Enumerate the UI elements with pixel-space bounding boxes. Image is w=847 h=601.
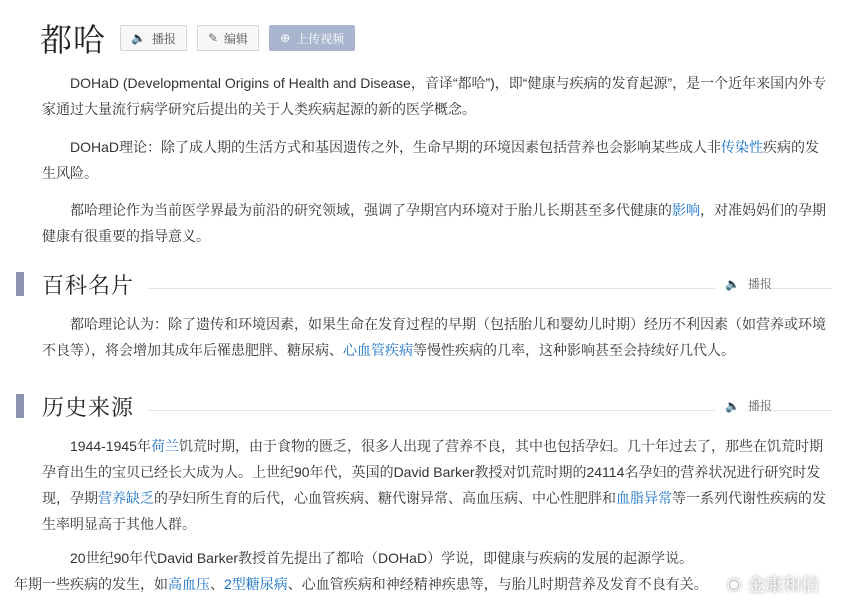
section-card-play-button[interactable] (715, 275, 772, 292)
upload-video-button-label: 上传视频 (296, 31, 345, 46)
watermark (727, 571, 819, 597)
link-infectious[interactable]: 传染性 (721, 139, 764, 155)
watermark-text: 金康和信 (747, 575, 819, 595)
play-button[interactable] (120, 25, 187, 51)
play-button-label: 播报 (151, 31, 176, 46)
intro-paragraph-3 (42, 197, 832, 249)
page-title: 都哈 (40, 22, 107, 58)
section-card-paragraph (42, 311, 832, 363)
link-netherlands[interactable]: 荷兰 (150, 438, 179, 454)
intro-1-text: DOHaD (Developmental Origins of Health and Disease，音译“都哈”)，即“健康与疾病的发育起源”，是一个近年来国内外专家通过大量流行病学研究后提出的关于人类疾病起源的新的医学概念。 (42, 75, 827, 117)
link-cardiovascular[interactable]: 心血管疾病 (343, 342, 413, 358)
section-history-play-label: 播报 (747, 399, 772, 413)
history-paragraph-1 (42, 433, 832, 537)
history-1-text-b: 饥荒时期，由于食物的匮乏，很多人出现了营养不良，其中也包括孕妇。几十年过去了，那些在饥荒时期孕育出生的宝贝已经长大成为人。上世纪90年代，英国的David Barker教授对饥荒时期的24114名孕妇的营养状况进行研究时发现，孕期 (42, 438, 823, 506)
speaker-icon: 🔈 (131, 31, 146, 45)
section-header-history (16, 389, 832, 423)
intro-paragraph-1 (42, 70, 832, 122)
history-1-text-a: 1944-1945年 (70, 438, 151, 454)
intro-2-text-b: 疾病的发生风险。 (42, 139, 820, 181)
edit-button-label: 编辑 (224, 31, 249, 46)
section-card-play-label: 播报 (747, 277, 772, 291)
pencil-icon: ✎ (207, 31, 219, 45)
link-hypertension[interactable]: 高血压 (168, 576, 210, 592)
link-type2-diabetes[interactable]: 2型糖尿病 (224, 576, 288, 592)
section-title-history: 历史来源 (42, 394, 135, 420)
card-text-b: 等慢性疾病的几率，这种影响甚至会持续好几代人。 (413, 342, 735, 358)
intro-3-text-b: ，对准妈妈们的孕期健康有很重要的指导意义。 (42, 202, 826, 244)
history-1-text-c: 的孕妇所生育的后代，心血管疾病、糖代谢异常、高血压病、中心性肥胖和 (154, 490, 616, 506)
speaker-icon: 🔈 (725, 398, 740, 413)
history-2-text-b: 年期一些疾病的发生，如 (14, 576, 168, 592)
history-2-text-a: 20世纪90年代David Barker教授首先提出了都哈（DOHaD）学说，即健康与疾病的发展的起源学说。 (70, 550, 694, 566)
plus-circle-icon: ⊕ (280, 31, 291, 45)
speaker-icon: 🔈 (725, 276, 740, 291)
edit-button[interactable] (197, 25, 259, 51)
history-2-text-c: 、 (210, 576, 224, 592)
wechat-icon: ◉ (727, 576, 741, 593)
section-bar (16, 272, 24, 296)
link-dyslipidemia[interactable]: 血脂异常 (616, 490, 672, 506)
intro-2-text-a: DOHaD理论：除了成人期的生活方式和基因遗传之外，生命早期的环境因素包括营养也会影响某些成人非 (70, 139, 722, 155)
section-header-card (16, 267, 832, 301)
section-title-card: 百科名片 (42, 272, 135, 298)
link-malnutrition[interactable]: 营养缺乏 (98, 490, 154, 506)
card-text-a: 都哈理论认为：除了遗传和环境因素，如果生命在发育过程的早期（包括胎儿和婴幼儿时期）经历不利因素（如营养或环境不良等），将会增加其成年后罹患肥胖、糖尿病、 (42, 316, 826, 358)
history-paragraph-2 (14, 545, 832, 597)
entry-header (40, 14, 365, 62)
section-bar (16, 394, 24, 418)
section-history-play-button[interactable] (715, 397, 772, 414)
history-1-text-d: 等一系列代谢性疾病的发生率明显高于其他人群。 (42, 490, 826, 532)
history-2-text-d: 、心血管疾病和神经精神疾患等，与胎儿时期营养及发育不良有关。 (287, 576, 708, 592)
link-influence[interactable]: 影响 (672, 202, 700, 218)
intro-paragraph-2 (42, 134, 832, 186)
intro-3-text-a: 都哈理论作为当前医学界最为前沿的研究领域，强调了孕期宫内环境对于胎儿长期甚至多代健康的 (70, 202, 672, 218)
upload-video-button[interactable] (269, 25, 355, 51)
